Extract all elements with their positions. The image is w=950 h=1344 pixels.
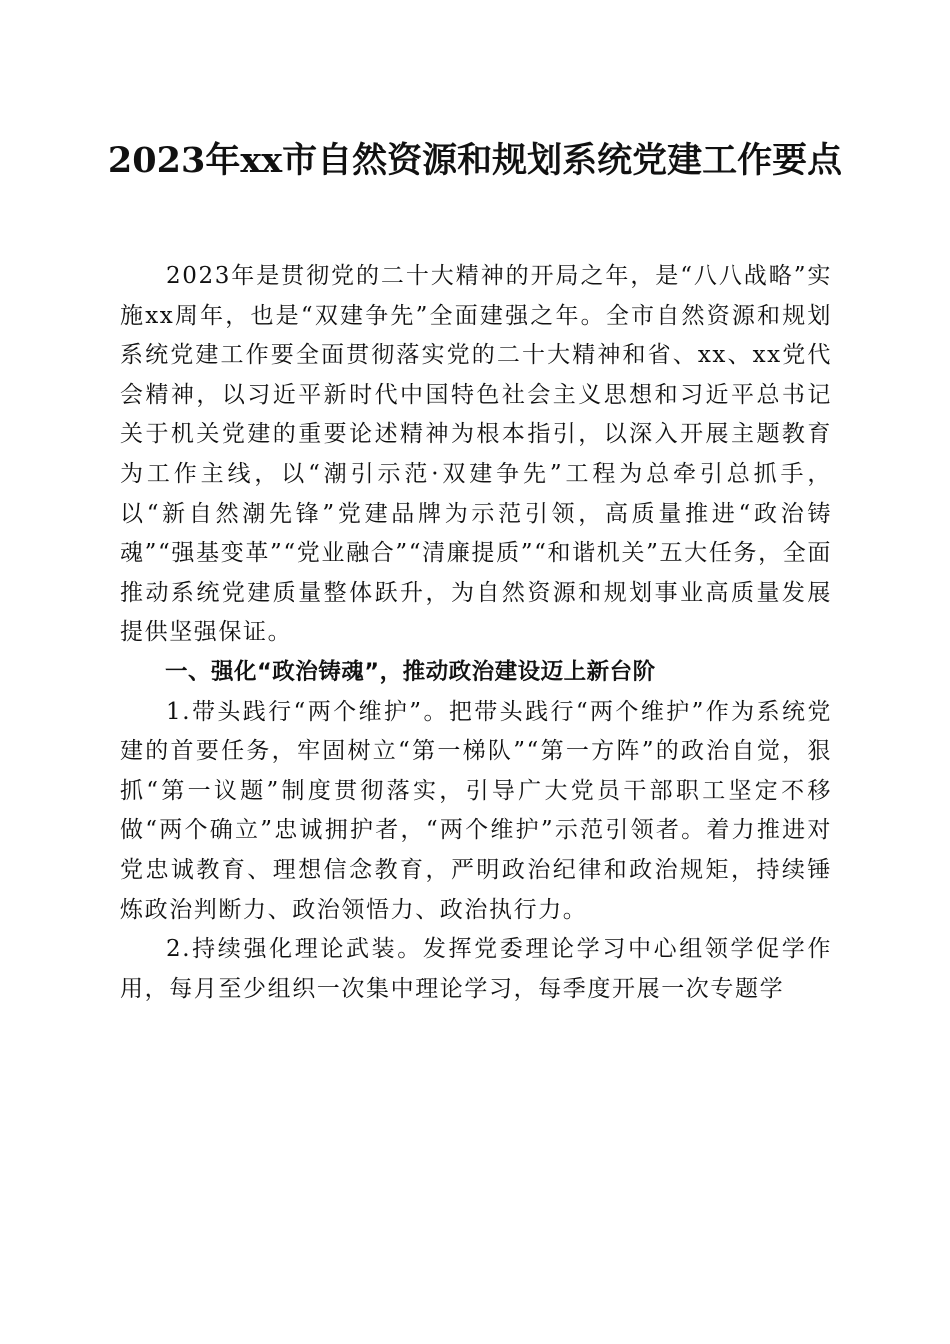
item-1-paragraph: 1.带头践行“两个维护”。把带头践行“两个维护”作为系统党建的首要任务，牢固树立“第一梯队”“第一方阵”的政治自觉，狠抓“第一议题”制度贯彻落实，引导广大党员干部职工坚定不移做“两个确立”忠诚拥护者，“两个维护”示范引领者。着力推进对党忠诚教育、理想信念教育，严明政治纪律和政治规矩，持续锤炼政治判断力、政治领悟力、政治执行力。 [120,698,832,923]
section-1-heading: 一、强化“政治铸魂”，推动政治建设迈上新台阶 [165,658,656,685]
document-body [120,257,832,1009]
intro-paragraph: 2023年是贯彻党的二十大精神的开局之年，是“八八战略”实施xx周年，也是“双建争先”全面建强之年。全市自然资源和规划系统党建工作要全面贯彻落实党的二十大精神和省、xx、xx党代会精神，以习近平新时代中国特色社会主义思想和习近平总书记关于机关党建的重要论述精神为根本指引，以深入开展主题教育为工作主线，以“潮引示范·双建争先”工程为总牵引总抓手，以“新自然潮先锋”党建品牌为示范引领，高质量推进“政治铸魂”“强基变革”“党业融合”“清廉提质”“和谐机关”五大任务，全面推动系统党建质量整体跃升，为自然资源和规划事业高质量发展提供坚强保证。 [120,263,832,646]
document-title: 2023年xx市自然资源和规划系统党建工作要点 [107,140,843,181]
item-2-paragraph: 2.持续强化理论武装。发挥党委理论学习中心组领学促学作用，每月至少组织一次集中理论学习，每季度开展一次专题学 [120,936,832,1002]
